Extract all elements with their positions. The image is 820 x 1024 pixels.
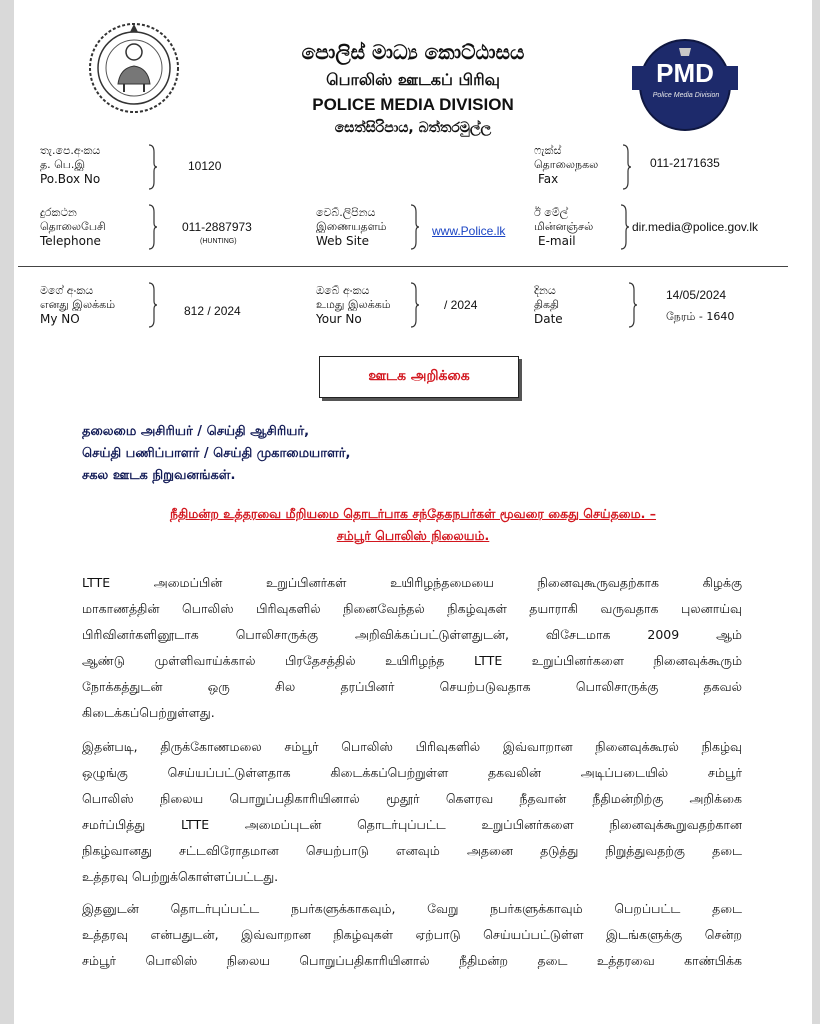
paragraph-2	[82, 734, 742, 890]
email-value[interactable]: dir.media@police.gov.lk	[632, 220, 759, 234]
my-no-label: මගේ අංකය எனது இலக்கம் My NO	[40, 284, 116, 326]
telephone-value: 011-2887973	[182, 220, 252, 234]
paragraph-3	[82, 896, 742, 974]
title-tamil: பொலிஸ் ஊடகப் பிரிவு	[326, 70, 500, 89]
addressee-line: தலைமை அசிரியர் / செய்தி ஆசிரியர்,	[82, 424, 310, 439]
brace-icon	[410, 282, 420, 328]
headline-line: நீதிமன்ற உத்தரவை மீறியமை தொடர்பாக சந்தேகநபர்கள் மூவரை கைது செய்தமை. –	[169, 506, 657, 521]
paragraph-line: சமர்ப்பித்து LTTE அமைப்புடன் தொடர்புப்பட்ட உறுப்பினர்களை நினைவுக்கூறுவதற்கான	[82, 817, 742, 832]
pmd-logo-caption: Police Media Division	[652, 92, 720, 99]
date-label: දිනය திகதி Date	[534, 284, 563, 326]
paragraph-line: நிகழ்வானது சட்டவிரோதமான செயற்பாடு எனவும் அதனை தடுத்து நிறுத்துவதற்கு தடை	[82, 843, 742, 858]
brace-icon	[410, 204, 420, 250]
my-no-value: 812 / 2024	[184, 304, 241, 318]
paragraph-line: பிரிவினர்களினூடாக பொலிசாருக்கு அறிவிக்கப்பட்டுள்ளதுடன், விசேடமாக 2009 ஆம்	[82, 627, 742, 642]
paragraph-line: சம்பூர் பொலிஸ் நிலைய பொறுப்பதிகாரியினால் நீதிமன்ற தடை உத்தரவை காண்பிக்க	[82, 953, 742, 968]
email-label: ඊ මේල් மின்னஞ்சல் E-mail	[534, 206, 594, 248]
press-release-title: ஊடக அறிக்கை	[368, 368, 470, 384]
your-no-value: / 2024	[444, 298, 478, 312]
website-label: වෙබ්.ලිපිනය இணையதளம் Web Site	[316, 206, 387, 248]
document-page	[14, 0, 812, 1024]
pmd-logo-text: PMD	[656, 58, 714, 88]
title-english: POLICE MEDIA DIVISION	[312, 95, 514, 114]
paragraph-line: ஒழுங்கு செய்யப்பட்டுள்ளதாக கிடைக்கப்பெற்றுள்ள தகவலின் அடிப்படையில் சம்பூர்	[82, 765, 742, 780]
brace-icon	[148, 144, 158, 190]
fax-label: ෆැක්ස් தொலைநகல Fax	[534, 144, 599, 186]
paragraph-line: மாகாணத்தின் பொலிஸ் பிரிவுகளில் நினைவேந்தல் நிகழ்வுகள் தயாராகி வருவதாக புலனாய்வு	[82, 601, 742, 616]
paragraph-line: நோக்கத்துடன் ஒரு சில தரப்பினர் செயற்படுவதாக பொலிசாருக்கு தகவல்	[82, 679, 742, 694]
brace-icon	[620, 204, 630, 250]
paragraph-line: பொலிஸ் நிலைய பொறுப்பதிகாரியினால் மூதூர் கௌரவ நீதவான் நீதிமன்றிற்கு அறிக்கை	[82, 791, 742, 806]
title-sinhala: පොලිස් මාධ්‍ය කොට්ඨාසය	[301, 40, 525, 64]
date-value: 14/05/2024	[666, 288, 727, 302]
address: සෙත්සිරිපාය, බත්තරමුල්ල	[334, 120, 492, 136]
brace-icon	[628, 282, 638, 328]
time-value: நேரம் - 1640	[666, 310, 735, 323]
brace-icon	[148, 204, 158, 250]
paragraph-line: ஆண்டு முள்ளிவாய்க்கால் பிரதேசத்தில் உயிரிழந்த LTTE உறுப்பினர்களை நினைவுக்கூரும்	[82, 653, 742, 668]
brace-icon	[622, 144, 632, 190]
divider	[18, 266, 788, 267]
headline-line: சம்பூர் பொலிஸ் நிலையம்.	[336, 528, 490, 543]
paragraph-1	[82, 570, 742, 726]
brace-icon	[148, 282, 158, 328]
paragraph-line: இதனுடன் தொடர்புப்பட்ட நபர்களுக்காகவும், வேறு நபர்களுக்காவும் பெறப்பட்ட தடை	[82, 901, 742, 916]
addressee-line: செய்தி பணிப்பாளர் / செய்தி முகாமையாளர்,	[82, 446, 351, 461]
pobox-value: 10120	[188, 159, 222, 173]
addressee-line: சகல ஊடக நிறுவனங்கள்.	[82, 468, 236, 483]
paragraph-line: உத்தரவு என்பதுடன், இவ்வாறான நிகழ்வுகள் ஏற்பாடு செய்யப்பட்டுள்ள இடங்களுக்கு சென்ற	[82, 927, 742, 942]
fax-value: 011-2171635	[650, 156, 720, 170]
telephone-note: (HUNTING)	[200, 238, 237, 245]
your-no-label: ඔබේ අංකය உமது இலக்கம் Your No	[316, 284, 391, 326]
paragraph-line: இதன்படி, திருக்கோணமலை சம்பூர் பொலிஸ் பிரிவுகளில் இவ்வாறான நினைவுக்கூரல் நிகழ்வு	[82, 739, 742, 754]
paragraph-line: LTTE அமைப்பின் உறுப்பினர்கள் உயிரிழந்தமையை நினைவுகூருவதற்காக கிழக்கு	[82, 575, 742, 590]
paragraph-line: கிடைக்கப்பெற்றுள்ளது.	[82, 705, 215, 720]
paragraph-line: உத்தரவு பெற்றுக்கொள்ளப்பட்டது.	[82, 869, 279, 884]
telephone-label: දුරකථන தொலைபேசி Telephone	[40, 206, 106, 248]
pobox-label: තැ.පෙ.අංකය த. பெ.இ Po.Box No	[40, 144, 101, 186]
website-link[interactable]: www.Police.lk	[432, 224, 506, 238]
